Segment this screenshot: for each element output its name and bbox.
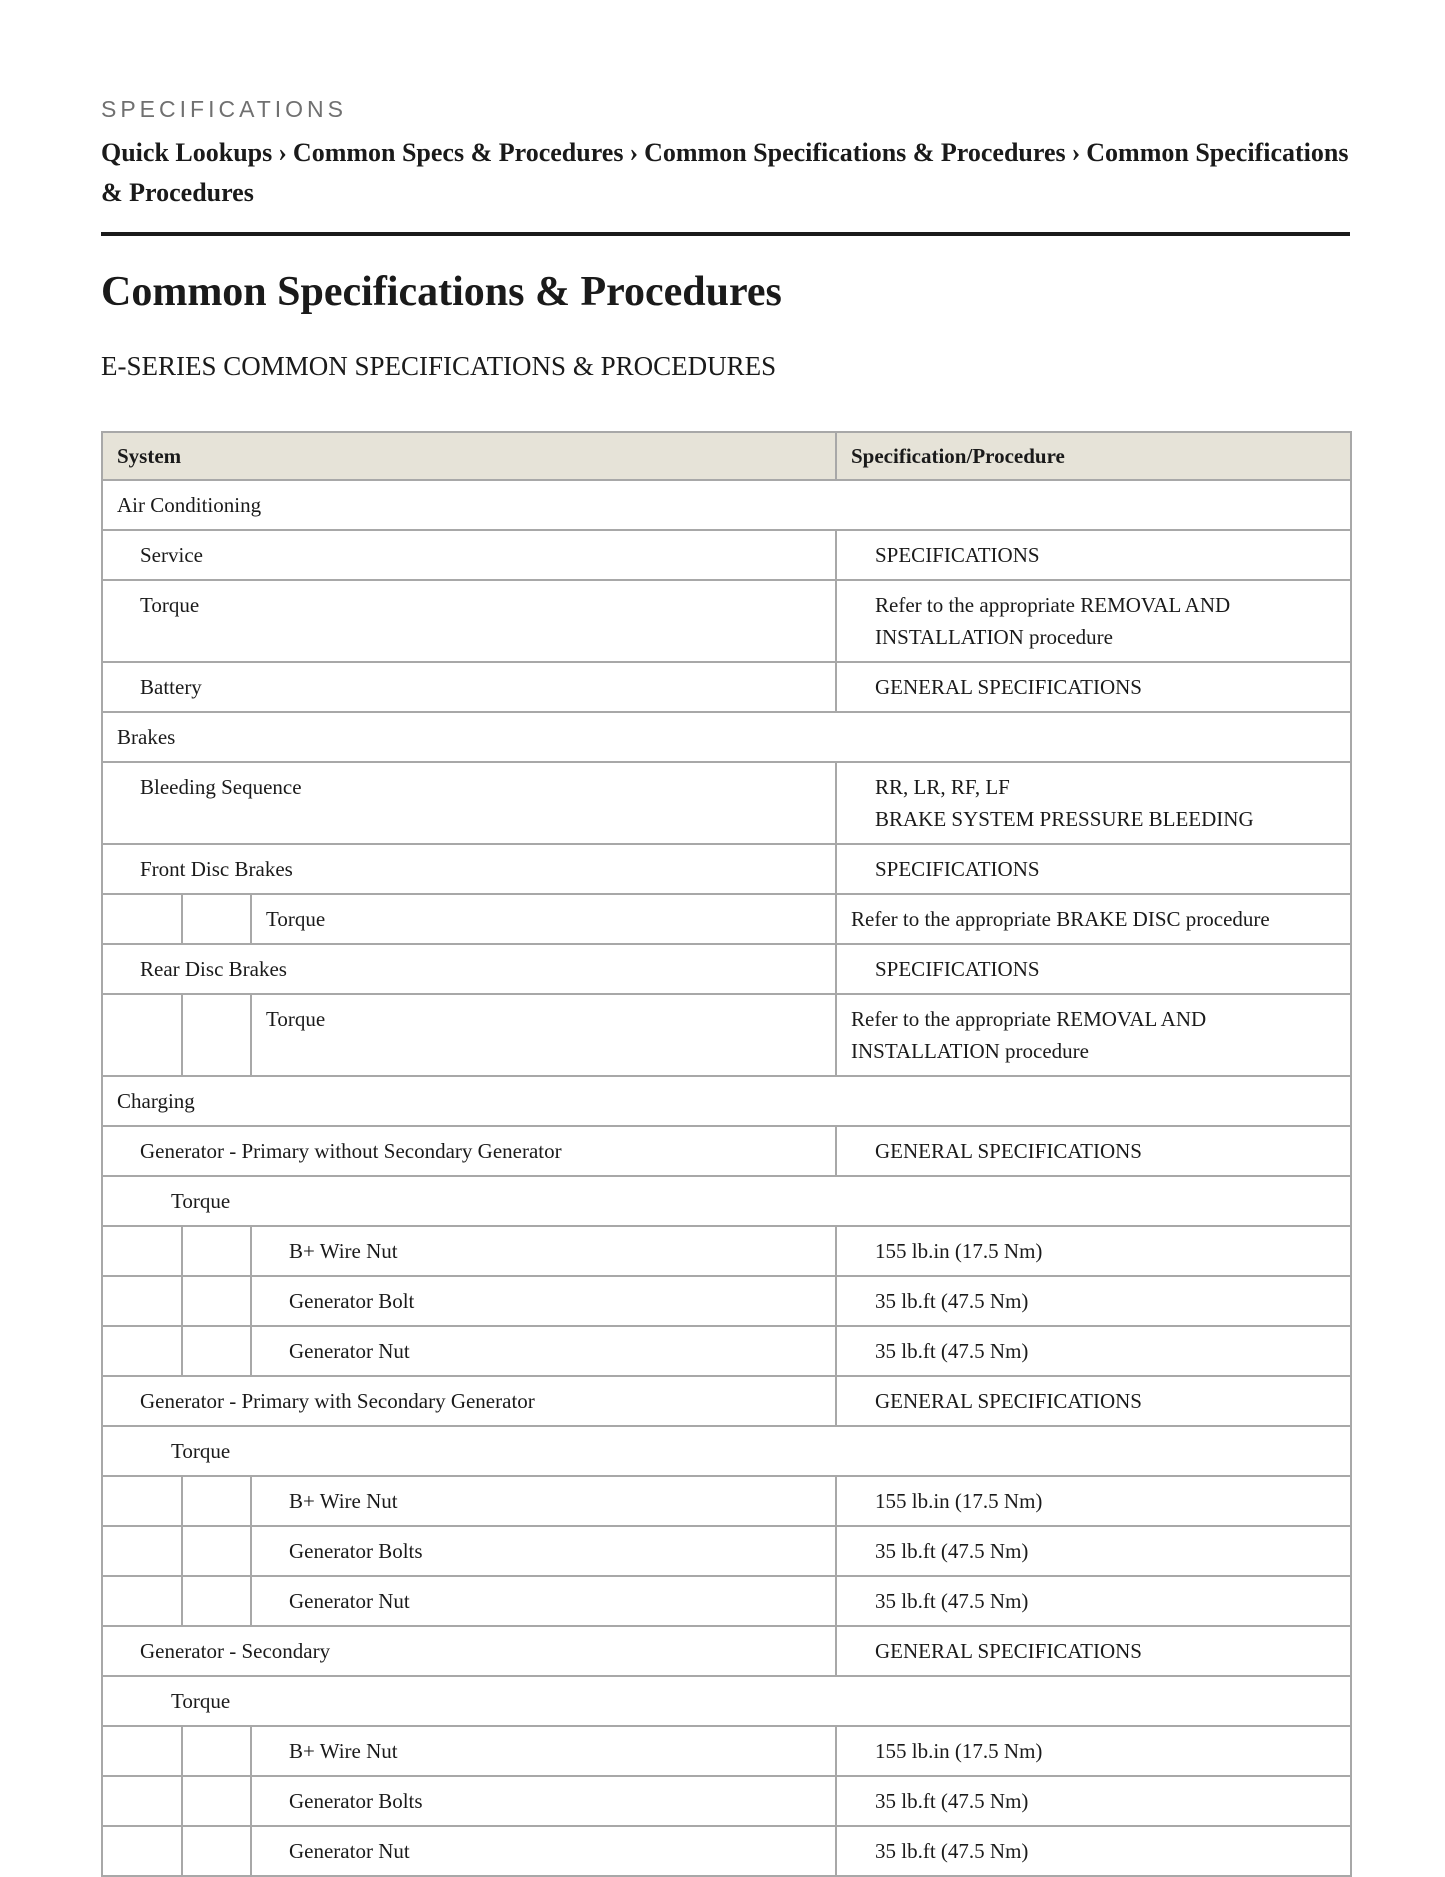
empty-cell (102, 994, 182, 1076)
spec-value[interactable]: SPECIFICATIONS (836, 844, 1351, 894)
spec-value[interactable]: GENERAL SPECIFICATIONS (836, 1626, 1351, 1676)
component-name: B+ Wire Nut (251, 1476, 836, 1526)
table-row (102, 1176, 1351, 1226)
empty-cell (182, 1776, 251, 1826)
system-name: Battery (102, 662, 836, 712)
breadcrumb-separator: › (629, 138, 639, 167)
system-group-charging: Charging (102, 1076, 1351, 1126)
spec-value (836, 762, 1351, 844)
table-row (102, 1426, 1351, 1476)
system-name: Bleeding Sequence (102, 762, 836, 844)
component-name: Generator Bolt (251, 1276, 836, 1326)
column-header-system: System (102, 432, 836, 480)
torque-value: 35 lb.ft (47.5 Nm) (836, 1776, 1351, 1826)
system-name: Torque (251, 894, 836, 944)
torque-value: 35 lb.ft (47.5 Nm) (836, 1276, 1351, 1326)
table-row (102, 1226, 1351, 1276)
torque-subheading: Torque (102, 1676, 1351, 1726)
empty-cell (182, 894, 251, 944)
breadcrumb-separator: › (1071, 138, 1081, 167)
system-name: Torque (102, 580, 836, 662)
page-subtitle: E-SERIES COMMON SPECIFICATIONS & PROCEDURES (101, 351, 777, 381)
table-row (102, 944, 1351, 994)
system-name: Generator - Primary with Secondary Generator (102, 1376, 836, 1426)
table-row (102, 1626, 1351, 1676)
system-name: Generator - Secondary (102, 1626, 836, 1676)
column-header-specification: Specification/Procedure (836, 432, 1351, 480)
component-name: B+ Wire Nut (251, 1226, 836, 1276)
empty-cell (102, 1276, 182, 1326)
table-row (102, 662, 1351, 712)
empty-cell (182, 1476, 251, 1526)
empty-cell (102, 1476, 182, 1526)
empty-cell (182, 1276, 251, 1326)
table-row (102, 1476, 1351, 1526)
section-label: SPECIFICATIONS (101, 96, 347, 122)
page-title: Common Specifications & Procedures (101, 269, 782, 315)
spec-value[interactable]: SPECIFICATIONS (836, 530, 1351, 580)
empty-cell (102, 1826, 182, 1876)
torque-subheading: Torque (102, 1176, 1351, 1226)
breadcrumb-item-current: Common Specifications & Procedures (101, 138, 1349, 207)
breadcrumb-separator: › (278, 138, 287, 167)
system-name: Service (102, 530, 836, 580)
empty-cell (182, 994, 251, 1076)
table-row-group (102, 480, 1351, 530)
empty-cell (102, 1526, 182, 1576)
empty-cell (102, 1776, 182, 1826)
spec-value[interactable]: Refer to the appropriate BRAKE DISC procedure (836, 894, 1351, 944)
table-row (102, 844, 1351, 894)
spec-value[interactable]: GENERAL SPECIFICATIONS (836, 1126, 1351, 1176)
component-name: Generator Bolts (251, 1776, 836, 1826)
torque-value: 155 lb.in (17.5 Nm) (836, 1726, 1351, 1776)
spec-value[interactable]: GENERAL SPECIFICATIONS (836, 662, 1351, 712)
system-name: Generator - Primary without Secondary Generator (102, 1126, 836, 1176)
torque-value: 35 lb.ft (47.5 Nm) (836, 1526, 1351, 1576)
table-row (102, 762, 1351, 844)
system-group-air-conditioning: Air Conditioning (102, 480, 1351, 530)
table-row (102, 1826, 1351, 1876)
system-name: Torque (251, 994, 836, 1076)
empty-cell (102, 1226, 182, 1276)
empty-cell (182, 1526, 251, 1576)
table-row (102, 1326, 1351, 1376)
empty-cell (182, 1826, 251, 1876)
torque-value: 155 lb.in (17.5 Nm) (836, 1226, 1351, 1276)
table-row-group (102, 1076, 1351, 1126)
spec-value[interactable]: Refer to the appropriate REMOVAL AND INSTALLATION procedure (836, 994, 1351, 1076)
table-row (102, 530, 1351, 580)
table-row (102, 994, 1351, 1076)
table-row (102, 1776, 1351, 1826)
spec-value[interactable]: Refer to the appropriate REMOVAL AND INSTALLATION procedure (836, 580, 1351, 662)
torque-value: 35 lb.ft (47.5 Nm) (836, 1576, 1351, 1626)
torque-value: 35 lb.ft (47.5 Nm) (836, 1826, 1351, 1876)
table-row (102, 580, 1351, 662)
component-name: Generator Nut (251, 1826, 836, 1876)
empty-cell (102, 1576, 182, 1626)
table-row (102, 1276, 1351, 1326)
table-row (102, 894, 1351, 944)
empty-cell (182, 1226, 251, 1276)
empty-cell (182, 1726, 251, 1776)
breadcrumb-item-quick-lookups[interactable]: Quick Lookups (101, 138, 273, 167)
torque-value: 155 lb.in (17.5 Nm) (836, 1476, 1351, 1526)
spec-value[interactable]: GENERAL SPECIFICATIONS (836, 1376, 1351, 1426)
table-row (102, 1376, 1351, 1426)
breadcrumb-item-common-specs[interactable]: Common Specs & Procedures (292, 138, 624, 167)
torque-subheading: Torque (102, 1426, 1351, 1476)
component-name: Generator Nut (251, 1326, 836, 1376)
component-name: Generator Bolts (251, 1526, 836, 1576)
table-row (102, 1526, 1351, 1576)
system-name: Rear Disc Brakes (102, 944, 836, 994)
empty-cell (102, 1726, 182, 1776)
spec-value[interactable]: SPECIFICATIONS (836, 944, 1351, 994)
spec-line: RR, LR, RF, LF (875, 775, 1010, 799)
torque-value: 35 lb.ft (47.5 Nm) (836, 1326, 1351, 1376)
table-header-row (102, 432, 1351, 480)
component-name: B+ Wire Nut (251, 1726, 836, 1776)
empty-cell (102, 1326, 182, 1376)
breadcrumb (101, 133, 1350, 236)
specifications-table (101, 431, 1352, 1877)
system-group-brakes: Brakes (102, 712, 1351, 762)
empty-cell (102, 894, 182, 944)
table-row (102, 1676, 1351, 1726)
breadcrumb-item-common-specifications[interactable]: Common Specifications & Procedures (644, 138, 1066, 167)
empty-cell (182, 1576, 251, 1626)
component-name: Generator Nut (251, 1576, 836, 1626)
table-row (102, 1576, 1351, 1626)
table-row (102, 1726, 1351, 1776)
empty-cell (182, 1326, 251, 1376)
spec-link[interactable]: BRAKE SYSTEM PRESSURE BLEEDING (875, 807, 1254, 831)
system-name: Front Disc Brakes (102, 844, 836, 894)
table-row (102, 1126, 1351, 1176)
table-row-group (102, 712, 1351, 762)
